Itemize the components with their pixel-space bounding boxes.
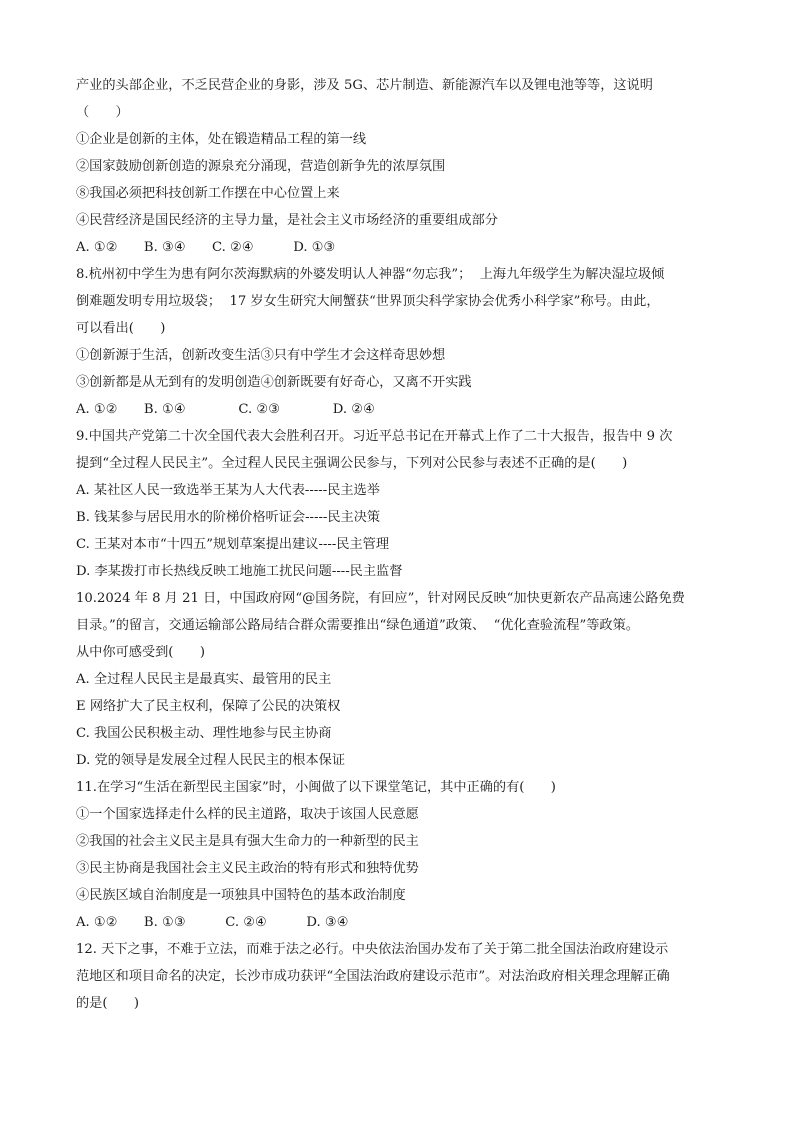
question-9-option-c: C. 王某对本市“十四五”规划草案提出建议----民主管理 bbox=[76, 537, 390, 552]
question-9-stem-line-2: 提到“全过程人民民主”。全过程人民民主强调公民参与，下列对公民参与表述不正确的是( ) bbox=[76, 456, 628, 471]
question-7-options: A. ①② B. ③④ C. ②④ D. ①③ bbox=[76, 240, 336, 255]
question-11-statement-4: ④民族区域自治制度是一项独具中国特色的基本政治制度 bbox=[76, 888, 406, 903]
question-12-stem-line-2: 范地区和项目命名的决定，长沙市成功获评“全国法治政府建设示范市”。对法治政府相关理念理解正确 bbox=[76, 969, 670, 984]
question-9-option-b: B. 钱某参与居民用水的阶梯价格听证会-----民主决策 bbox=[76, 510, 381, 525]
question-8-options: A. ①② B. ①④ C. ②③ D. ②④ bbox=[76, 402, 375, 417]
question-9-option-a: A. 某社区人民一致选举王某为人大代表-----民主选举 bbox=[76, 483, 380, 498]
question-10-stem-line-3: 从中你可感受到( ) bbox=[76, 645, 205, 660]
question-11-statement-1: ①一个国家选择走什么样的民主道路，取决于该国人民意愿 bbox=[76, 807, 419, 822]
question-7-statement-3: ⑧我国必须把科技创新工作摆在中心位置上来 bbox=[76, 186, 340, 201]
question-11-options: A. ①② B. ①③ C. ②④ D. ③④ bbox=[76, 915, 349, 930]
question-10-option-a: A. 全过程人民民主是最真实、最管用的民主 bbox=[76, 672, 332, 687]
question-10-option-b: E 网络扩大了民主权利，保障了公民的决策权 bbox=[76, 699, 341, 714]
question-11-statement-3: ③民主协商是我国社会主义民主政治的特有形式和独特优势 bbox=[76, 861, 419, 876]
question-11-statement-2: ②我国的社会主义民主是具有强大生命力的一种新型的民主 bbox=[76, 834, 419, 849]
question-11-stem: 11.在学习“生活在新型民主国家”时，小闽做了以下课堂笔记，其中正确的有( ) bbox=[76, 780, 556, 795]
question-7-answer-blank: （ ） bbox=[76, 105, 129, 120]
question-12-stem-line-1: 12. 天下之事，不难于立法，而难于法之必行。中央依法治国办发布了关于第二批全国法治政府建设示 bbox=[76, 942, 669, 957]
question-8-stem-line-3: 可以看出( ) bbox=[76, 321, 166, 336]
question-10-stem-line-1: 10.2024 年 8 月 21 日，中国政府网“@国务院，有回应”，针对网民反映“加快更新农产品高速公路免费 bbox=[76, 591, 685, 606]
question-7-statement-1: ①企业是创新的主体，处在锻造精品工程的第一线 bbox=[76, 132, 367, 147]
question-10-stem-line-2: 目录。”的留言，交通运输部公路局结合群众需要推出“绿色通道”政策、 “优化查验流程”等政策。 bbox=[76, 618, 639, 633]
question-8-stem-line-2: 倒难题发明专用垃圾袋； 17 岁女生研究大闸蟹获“世界顶尖科学家协会优秀小科学家”称号。由此， bbox=[76, 294, 660, 309]
question-7-statement-2: ②国家鼓励创新创造的源泉充分涌现，营造创新争先的浓厚氛围 bbox=[76, 159, 446, 174]
question-8-statements-1: ①创新源于生活，创新改变生活③只有中学生才会这样奇思妙想 bbox=[76, 348, 446, 363]
question-8-stem-line-1: 8.杭州初中学生为患有阿尔茨海默病的外婆发明认人神器“勿忘我”； 上海九年级学生为解决湿垃圾倾 bbox=[76, 267, 665, 282]
question-10-option-c: C. 我国公民积极主动、理性地参与民主协商 bbox=[76, 726, 332, 741]
question-7-statement-4: ④民营经济是国民经济的主导力量，是社会主义市场经济的重要组成部分 bbox=[76, 213, 498, 228]
question-7-stem-line-1: 产业的头部企业，不乏民营企业的身影，涉及 5G、芯片制造、新能源汽车以及锂电池等等，这说明 bbox=[76, 78, 653, 93]
question-8-statements-2: ③创新都是从无到有的发明创造④创新既要有好奇心，又离不开实践 bbox=[76, 375, 472, 390]
question-9-stem-line-1: 9.中国共产党第二十次全国代表大会胜利召开。习近平总书记在开幕式上作了二十大报告，报告中 9 次 bbox=[76, 429, 673, 444]
question-12-stem-line-3: 的是( ) bbox=[76, 996, 140, 1011]
question-10-option-d: D. 党的领导是发展全过程人民民主的根本保证 bbox=[76, 753, 346, 768]
question-9-option-d: D. 李某拨打市长热线反映工地施工扰民问题----民主监督 bbox=[76, 564, 403, 579]
